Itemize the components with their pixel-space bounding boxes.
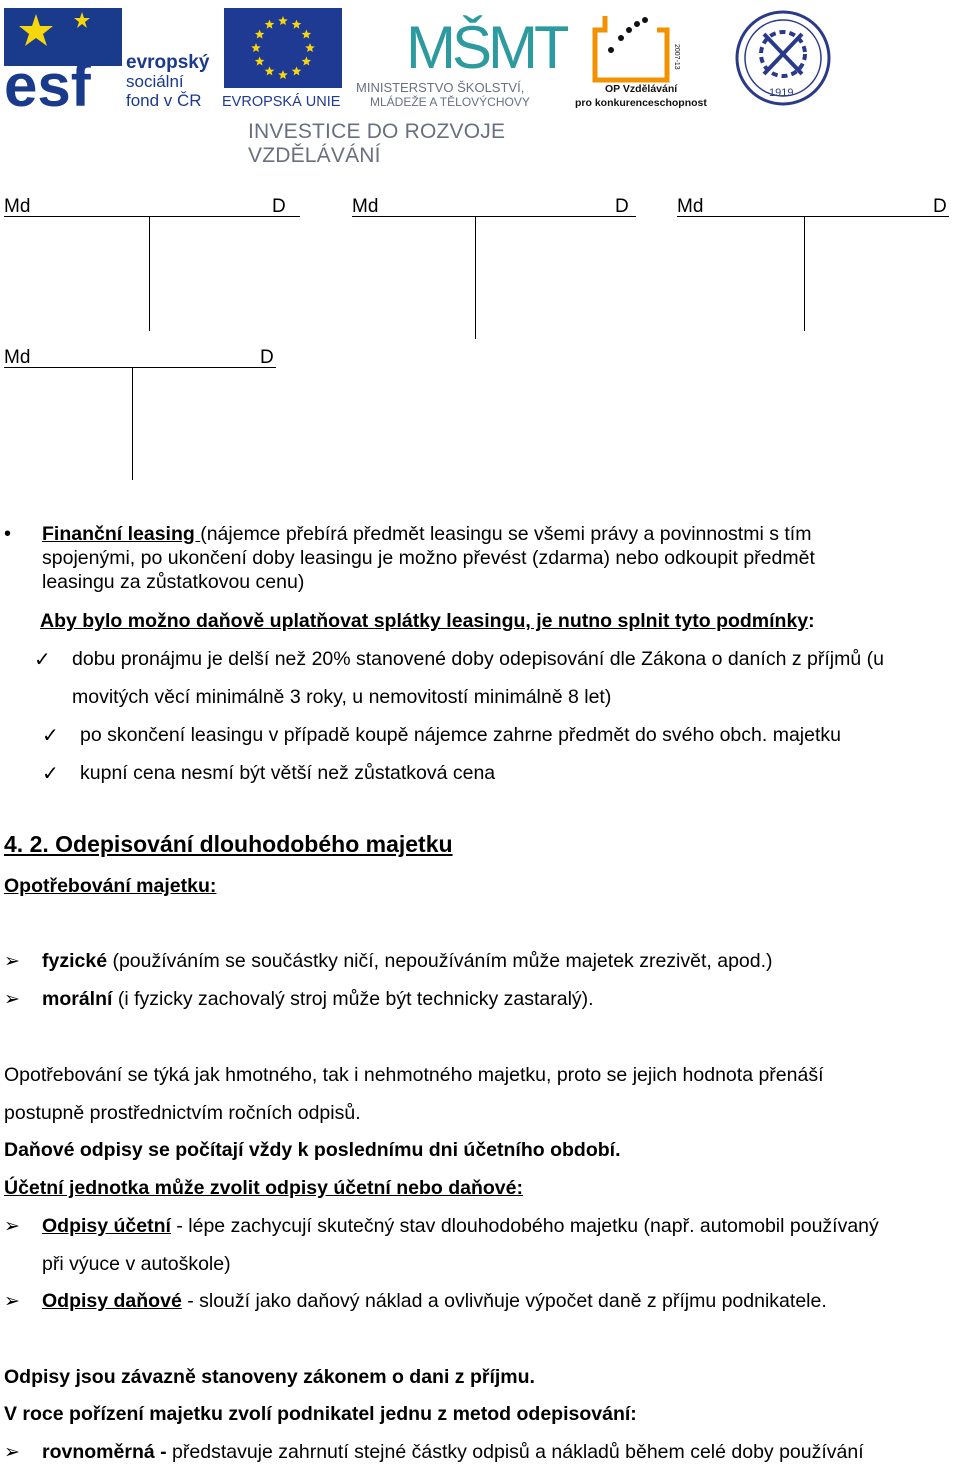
even-term: rovnoměrná (42, 1441, 155, 1463)
t-account-debit-label: Md (352, 196, 379, 217)
tax-depreciation (42, 1290, 827, 1313)
msmt-letters: MŠMT (406, 14, 567, 81)
choice-heading: Účetní jednotka může zvolit odpisy účetní nebo daňové: (4, 1177, 523, 1199)
op-vzdelavani-logo (575, 8, 713, 110)
tax-note: Daňové odpisy se počítají vždy k poslednímu dni účetního období. (4, 1139, 621, 1161)
paragraph-line-1: Opotřebování se týká jak hmotného, tak i nehmotného majetku, proto se jejich hodnota přenáší (4, 1064, 824, 1086)
wear-moral (42, 988, 594, 1011)
esf-line3: fond v ČR (126, 91, 202, 108)
accounting-term: Odpisy účetní (42, 1215, 171, 1237)
wear-heading: Opotřebování majetku: (4, 875, 217, 897)
eu-flag-logo (222, 8, 346, 108)
t-account-credit-label: D (272, 196, 286, 217)
t-account-horizontal-line (352, 216, 636, 217)
condition-1-line-2: movitých věcí minimálně 3 roky, u nemovitostí minimálně 8 let) (72, 686, 612, 708)
conditions-heading-colon: : (808, 610, 815, 632)
even-separator: - (154, 1441, 167, 1463)
wear-physical (42, 950, 773, 973)
t-account-vertical-line (132, 368, 133, 480)
section-title: 4. 2. Odepisování dlouhodobého majetku (4, 831, 453, 857)
tax-term: Odpisy daňové (42, 1290, 182, 1312)
esf-line1: evropský (126, 52, 210, 73)
arrow-bullet-icon: ➢ (4, 1291, 20, 1312)
wear-moral-desc: (i fyzicky zachovalý stroj může být technicky zastaralý). (112, 988, 594, 1010)
accounting-desc-1: - lépe zachycují skutečný stav dlouhodobého majetku (např. automobil používaný (170, 1215, 879, 1237)
t-account-credit-label: D (933, 196, 947, 217)
eu-label: EVROPSKÁ UNIE (222, 94, 341, 108)
leasing-desc-2: spojenými, po ukončení doby leasingu je možno převést (zdarma) nebo odkoupit předmět (42, 547, 815, 569)
op-line2: pro konkurenceschopnost (575, 97, 707, 109)
conditions-heading-text: Aby bylo možno daňově uplatňovat splátky leasingu, je nutno splnit tyto podmínky (40, 610, 809, 632)
seal-year: 1919 (769, 87, 794, 99)
t-account-debit-label: Md (677, 196, 704, 217)
accounting-desc-2: při výuce v autoškole) (42, 1253, 231, 1275)
law-note: Odpisy jsou závazně stanoveny zákonem o dani z příjmu. (4, 1366, 535, 1388)
arrow-bullet-icon: ➢ (4, 989, 20, 1010)
t-account-vertical-line (149, 217, 150, 331)
condition-1-line-1: dobu pronájmu je delší než 20% stanovené doby odepisování dle Zákona o daních z příjmů (u (72, 648, 884, 670)
wear-moral-term: morální (42, 988, 113, 1010)
wear-physical-term: fyzické (42, 950, 108, 972)
op-years: 2007-13 (673, 44, 680, 70)
accounting-depreciation (42, 1215, 879, 1238)
esf-logo (4, 8, 214, 108)
condition-2: po skončení leasingu v případě koupě nájemce zahrne předmět do svého obch. majetku (80, 724, 841, 746)
method-heading: V roce pořízení majetku zvolí podnikatel jednu z metod odepisování: (4, 1403, 637, 1425)
checkmark-icon: ✓ (42, 725, 59, 747)
leasing-line-1 (42, 523, 811, 546)
checkmark-icon: ✓ (42, 763, 59, 785)
arrow-bullet-icon: ➢ (4, 1216, 20, 1237)
banner-investice: INVESTICE DO ROZVOJE VZDĚLÁVÁNÍ (248, 120, 506, 167)
t-account-vertical-line (475, 217, 476, 339)
t-account-vertical-line (804, 217, 805, 331)
esf-line2: sociální (126, 72, 184, 91)
op-line1: OP Vzdělávání (605, 83, 678, 95)
t-account-credit-label: D (615, 196, 629, 217)
t-account-horizontal-line (4, 367, 276, 368)
school-seal-logo (734, 8, 832, 108)
t-account-debit-label: Md (4, 196, 31, 217)
bullet-icon: • (4, 523, 12, 545)
leasing-desc-1: (nájemce přebírá předmět leasingu se všemi právy a povinnostmi s tím (200, 523, 812, 545)
paragraph-line-2: postupně prostřednictvím ročních odpisů. (4, 1102, 361, 1124)
conditions-heading (40, 610, 815, 633)
leasing-term: Finanční leasing (42, 523, 201, 545)
arrow-bullet-icon: ➢ (4, 1442, 20, 1463)
msmt-logo (356, 6, 568, 110)
arrow-bullet-icon: ➢ (4, 951, 20, 972)
wear-physical-desc: (používáním se součástky ničí, nepoužíváním může majetek zrezivět, apod.) (107, 950, 773, 972)
checkmark-icon: ✓ (34, 649, 51, 671)
tax-desc: - slouží jako daňový náklad a ovlivňuje výpočet daně z příjmu podnikatele. (181, 1290, 827, 1312)
t-account-horizontal-line (4, 216, 300, 217)
even-desc: představuje zahrnutí stejné částky odpisů a nákladů během celé doby používání (166, 1441, 864, 1463)
t-account-credit-label: D (260, 347, 274, 368)
msmt-line2: MLÁDEŽE A TĚLOVÝCHOVY (370, 95, 530, 109)
msmt-line1: MINISTERSTVO ŠKOLSTVÍ, (356, 80, 525, 95)
t-account-horizontal-line (677, 216, 949, 217)
condition-3: kupní cena nesmí být větší než zůstatková cena (80, 762, 496, 784)
svg-text:esf: esf (4, 52, 91, 108)
even-method (42, 1441, 864, 1464)
t-account-debit-label: Md (4, 347, 31, 368)
leasing-desc-3: leasingu za zůstatkovou cenu) (42, 571, 305, 593)
